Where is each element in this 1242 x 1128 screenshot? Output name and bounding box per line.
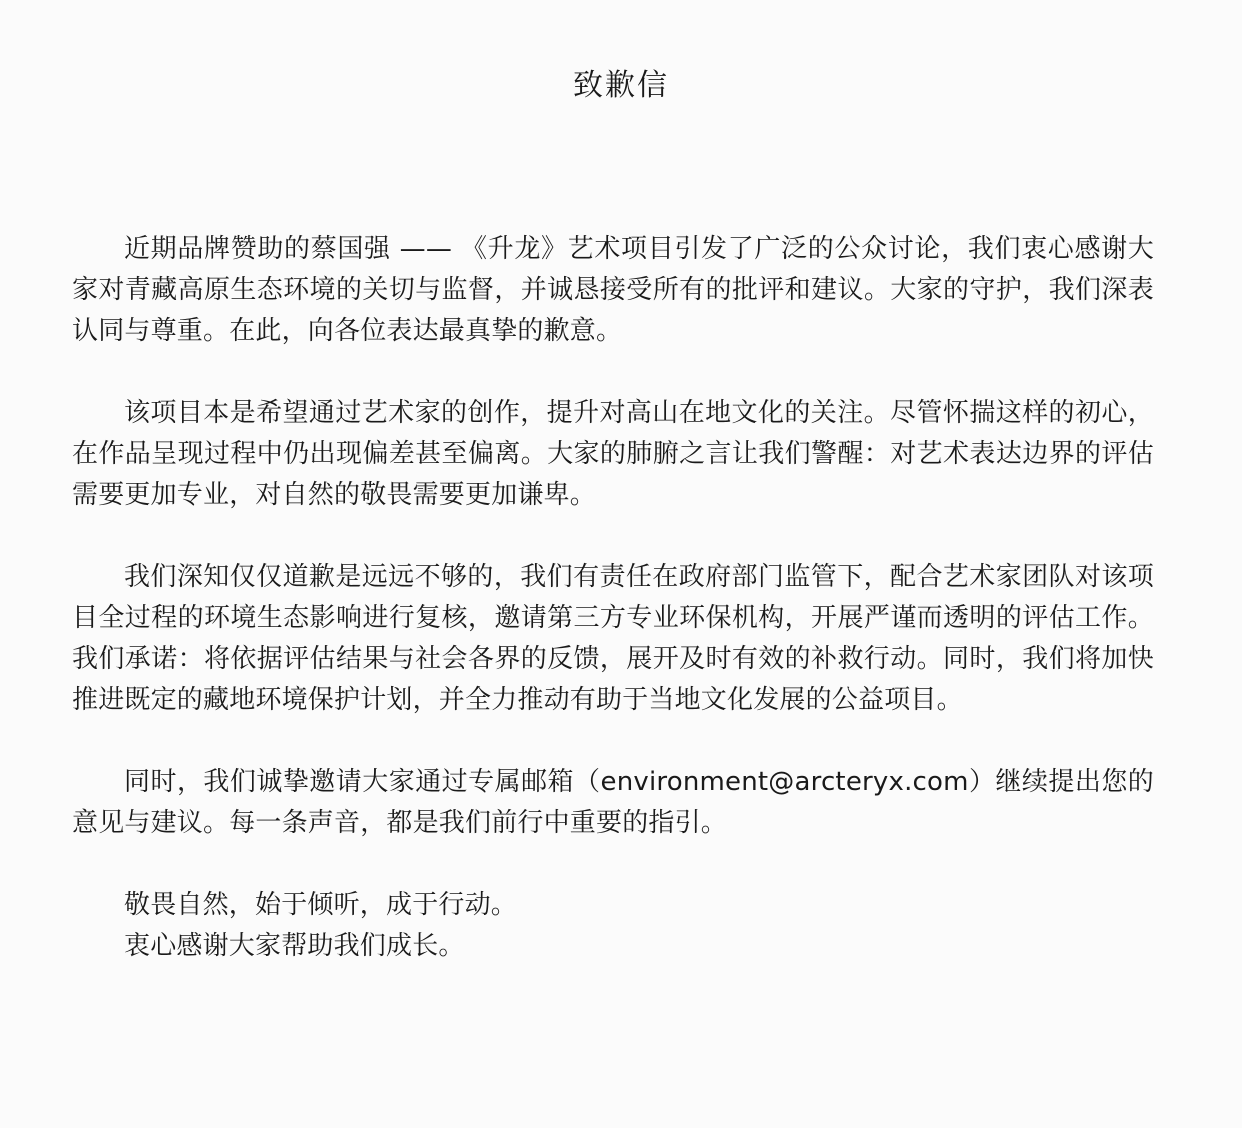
- paragraph-gap: [72, 516, 1154, 557]
- paragraph-3: 我们深知仅仅道歉是远远不够的，我们有责任在政府部门监管下，配合艺术家团队对该项目全过程的环境生态影响进行复核，邀请第三方专业环保机构，开展严谨而透明的评估工作。我们承诺：将依据评估结果与社会各界的反馈，展开及时有效的补救行动。同时，我们将加快推进既定的藏地环境保护计划，并全力推动有助于当地文化发展的公益项目。: [72, 562, 1154, 715]
- paragraph-gap: [72, 844, 1154, 885]
- letter-title: 致歉信: [573, 68, 669, 103]
- letter-body: [72, 229, 1154, 967]
- paragraph-gap: [72, 721, 1154, 762]
- paragraph-4: 同时，我们诚挚邀请大家通过专属邮箱（environment@arcteryx.com）继续提出您的意见与建议。每一条声音，都是我们前行中重要的指引。: [72, 767, 1154, 838]
- paragraph-2: 该项目本是希望通过艺术家的创作，提升对高山在地文化的关注。尽管怀揣这样的初心，在作品呈现过程中仍出现偏差甚至偏离。大家的肺腑之言让我们警醒：对艺术表达边界的评估需要更加专业，对自然的敬畏需要更加谦卑。: [72, 398, 1154, 510]
- paragraph-1: 近期品牌赞助的蔡国强 —— 《升龙》艺术项目引发了广泛的公众讨论，我们衷心感谢大家对青藏高原生态环境的关切与监督，并诚恳接受所有的批评和建议。大家的守护，我们深表认同与尊重。在此，向各位表达最真挚的歉意。: [72, 234, 1154, 346]
- paragraph-gap: [72, 352, 1154, 393]
- closing-line-2: 衷心感谢大家帮助我们成长。: [124, 931, 465, 961]
- closing-line-1: 敬畏自然，始于倾听，成于行动。: [124, 890, 518, 920]
